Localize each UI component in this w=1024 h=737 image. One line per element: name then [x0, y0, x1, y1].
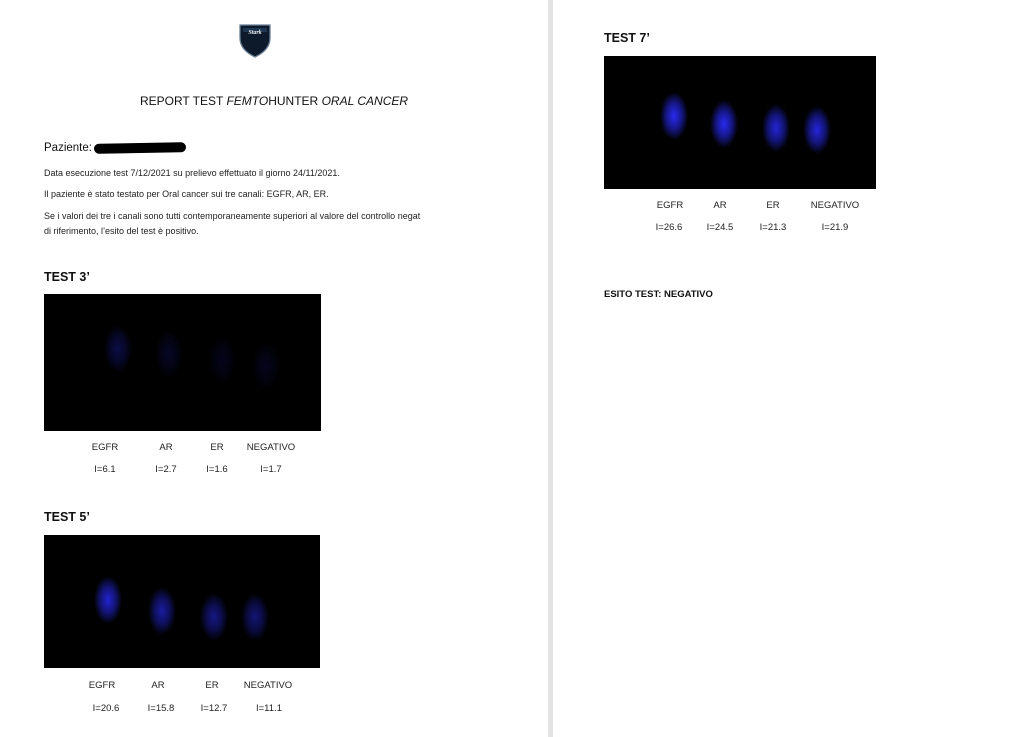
test-7-band-er: [762, 104, 790, 152]
test-5-value-ar: I=15.8: [147, 703, 175, 714]
test-5-gel-bands: [44, 535, 320, 668]
test-5-value-er: I=12.7: [200, 703, 228, 714]
patient-name-redaction: [94, 142, 186, 154]
test-5-band-negativo: [241, 593, 269, 641]
test-5-value-negativo: I=11.1: [256, 703, 282, 714]
test-7-gel-bands: [604, 56, 876, 189]
test-3-value-er: I=1.6: [206, 464, 228, 475]
test-7-label-er: ER: [766, 200, 780, 211]
test-3-value-ar: I=2.7: [155, 464, 177, 475]
test-7-title: TEST 7’: [604, 31, 650, 45]
test-7-label-negativo: NEGATIVO: [810, 200, 860, 211]
test-5-title: TEST 5’: [44, 510, 90, 524]
test-5-band-ar: [148, 587, 176, 635]
test-3-band-ar: [155, 330, 183, 378]
test-3-value-egfr: I=6.1: [94, 464, 116, 475]
test-7-band-ar: [710, 100, 738, 148]
test-7-band-egfr: [660, 92, 688, 140]
test-5-label-negativo: NEGATIVO: [243, 680, 293, 691]
test-3-title: TEST 3’: [44, 270, 90, 284]
test-7-gel-image: [604, 56, 876, 189]
test-3-value-negativo: I=1.7: [260, 464, 282, 475]
paragraph-criteria-line2: di riferimento, l’esito del test è positivo.: [44, 226, 199, 236]
test-3-label-egfr: EGFR: [91, 442, 119, 453]
test-3-label-negativo: NEGATIVO: [246, 442, 296, 453]
patient-line: [44, 142, 186, 154]
test-3-band-egfr: [104, 325, 132, 373]
stark-logo: [238, 22, 272, 58]
test-7-value-er: I=21.3: [759, 222, 787, 233]
test-5-band-egfr: [94, 576, 122, 624]
test-5-gel-image: [44, 535, 320, 668]
report-title: REPORT TEST FEMTOHUNTER ORAL CANCER: [139, 94, 409, 108]
test-5-label-er: ER: [205, 680, 219, 691]
test-7-value-egfr: I=26.6: [655, 222, 683, 233]
test-result: ESITO TEST: NEGATIVO: [604, 289, 713, 300]
test-7-label-egfr: EGFR: [656, 200, 684, 211]
paragraph-test-date: Data esecuzione test 7/12/2021 su prelievo effettuato il giorno 24/11/2021.: [44, 168, 340, 178]
test-7-value-ar: I=24.5: [706, 222, 734, 233]
paragraph-criteria-line1: Se i valori dei tre i canali sono tutti contemporaneamente superiori al valore del controllo negat: [44, 211, 421, 221]
test-7-band-negativo: [803, 106, 831, 154]
test-3-gel-image: [44, 294, 321, 431]
test-5-label-egfr: EGFR: [88, 680, 116, 691]
test-7-label-ar: AR: [713, 200, 727, 211]
test-3-band-er: [208, 336, 236, 384]
test-3-band-negativo: [252, 342, 280, 390]
logo-text: Stark: [248, 30, 262, 36]
patient-label: Paziente:: [44, 142, 92, 154]
test-5-value-egfr: I=20.6: [92, 703, 120, 714]
test-5-label-ar: AR: [151, 680, 165, 691]
paragraph-channels: Il paziente è stato testato per Oral cancer sui tre canali: EGFR, AR, ER.: [44, 189, 329, 199]
test-5-band-er: [200, 593, 228, 641]
test-3-gel-bands: [44, 294, 321, 431]
test-3-label-er: ER: [210, 442, 224, 453]
test-7-value-negativo: I=21.9: [821, 222, 849, 233]
test-3-label-ar: AR: [159, 442, 173, 453]
